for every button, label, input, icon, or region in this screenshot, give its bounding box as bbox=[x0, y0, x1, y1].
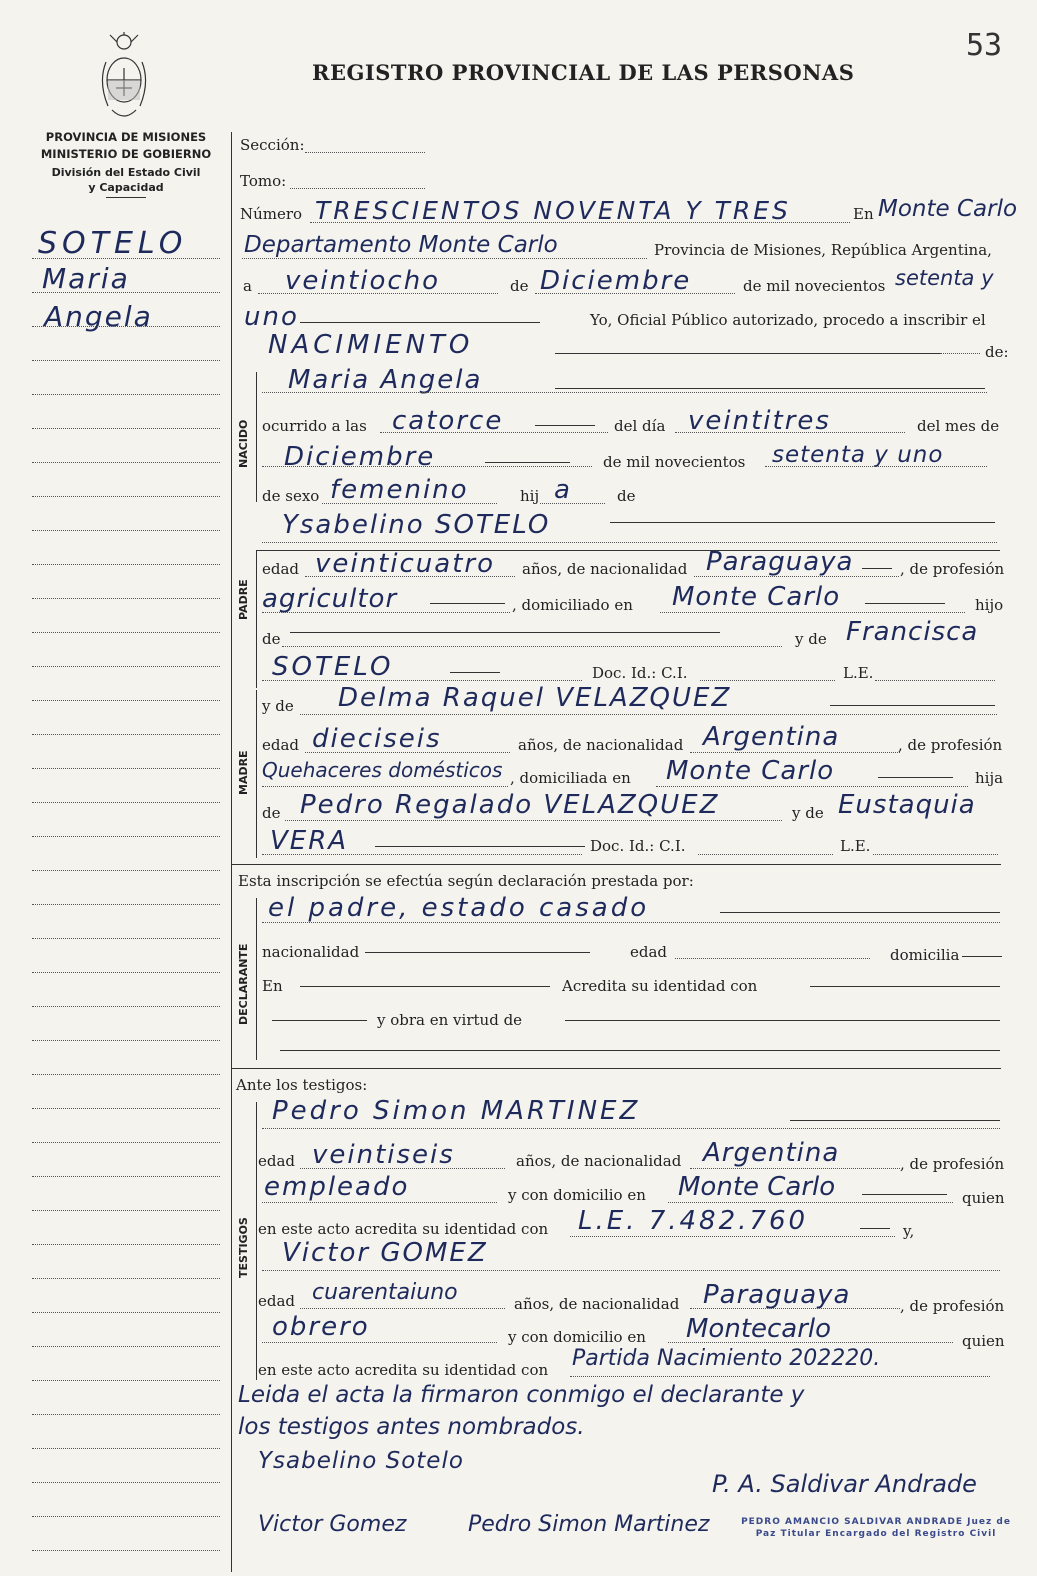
label-padre-le: L.E. bbox=[843, 664, 874, 682]
label-acredita: Acredita su identidad con bbox=[562, 977, 758, 995]
margin-ruled-line bbox=[32, 496, 220, 497]
margin-ruled-line bbox=[32, 530, 220, 531]
entry-cierre-2: los testigos antes nombrados. bbox=[238, 1414, 585, 1440]
label-de-hij: de bbox=[617, 487, 636, 505]
label-en: En bbox=[853, 205, 874, 223]
margin-ruled-line bbox=[32, 1006, 220, 1007]
margin-first-name: Maria bbox=[42, 262, 130, 295]
margin-ruled-line bbox=[32, 1176, 220, 1177]
argentine-coat-of-arms-icon bbox=[98, 32, 150, 128]
entry-testigo2-edad: cuarentaiuno bbox=[312, 1280, 458, 1305]
label-testigo1-edad: edad bbox=[258, 1152, 296, 1170]
label-madre-y-de: y de bbox=[262, 697, 294, 715]
margin-ruled-line bbox=[32, 360, 220, 361]
margin-ruled-line bbox=[32, 292, 220, 293]
margin-second-name: Angela bbox=[44, 300, 153, 333]
label-padre-edad: edad bbox=[262, 560, 300, 578]
label-yo-oficial: Yo, Oficial Público autorizado, procedo a inscribir el bbox=[590, 311, 986, 329]
label-de-mil: de mil novecientos bbox=[743, 277, 886, 295]
margin-ruled-line bbox=[32, 1142, 220, 1143]
margin-ruled-line bbox=[32, 1210, 220, 1211]
label-esta-inscripcion: Esta inscripción se efectúa según declaración prestada por: bbox=[238, 872, 694, 890]
entry-declarante: el padre, estado casado bbox=[268, 893, 650, 923]
label-madre-y-de-2: y de bbox=[792, 804, 824, 822]
section-madre: MADRE bbox=[237, 750, 250, 795]
margin-ruled-line bbox=[32, 768, 220, 769]
margin-surname: SOTELO bbox=[38, 226, 188, 261]
entry-abuela-materna-2: VERA bbox=[270, 826, 349, 856]
section-nacido: NACIDO bbox=[237, 419, 250, 468]
org-ministry: MINISTERIO DE GOBIERNO bbox=[40, 147, 212, 161]
entry-testigo1-prof: empleado bbox=[264, 1172, 410, 1202]
org-province: PROVINCIA DE MISIONES bbox=[45, 130, 207, 144]
label-y-comma: y, bbox=[903, 1222, 915, 1240]
label-hijo: hijo bbox=[975, 596, 1004, 614]
label-madre-prof: , de profesión bbox=[898, 736, 1003, 754]
section-declarante: DECLARANTE bbox=[237, 943, 250, 1025]
margin-ruled-line bbox=[32, 1414, 220, 1415]
margin-ruled-line bbox=[32, 428, 220, 429]
label-testigo1-quien: quien bbox=[962, 1189, 1005, 1207]
label-testigo1-acredita: en este acto acredita su identidad con bbox=[258, 1220, 549, 1238]
label-declarante-nac: nacionalidad bbox=[262, 943, 360, 961]
entry-dia-nac: veintitres bbox=[688, 406, 831, 436]
margin-ruled-line bbox=[32, 1312, 220, 1313]
label-madre-le: L.E. bbox=[840, 837, 871, 855]
margin-ruled-line bbox=[32, 972, 220, 973]
margin-ruled-line bbox=[32, 394, 220, 395]
entry-padre-nac: Paraguaya bbox=[706, 547, 854, 577]
entry-testigo1-dom: Monte Carlo bbox=[678, 1172, 836, 1202]
label-testigo2-quien: quien bbox=[962, 1332, 1005, 1350]
entry-madre-edad: dieciseis bbox=[312, 724, 442, 754]
label-obra: y obra en virtud de bbox=[377, 1011, 523, 1029]
label-testigo2-nac: años, de nacionalidad bbox=[514, 1295, 680, 1313]
margin-ruled-line bbox=[32, 564, 220, 565]
margin-ruled-line bbox=[32, 938, 220, 939]
entry-testigo1-edad: veintiseis bbox=[312, 1140, 455, 1170]
label-padre-dom: , domiciliado en bbox=[512, 596, 633, 614]
margin-ruled-line bbox=[32, 258, 220, 259]
signature-ysabelino: Ysabelino Sotelo bbox=[258, 1448, 464, 1474]
entry-dia: veintiocho bbox=[285, 266, 441, 296]
label-provincia: Provincia de Misiones, República Argentina, bbox=[654, 241, 992, 259]
entry-testigo2-nac: Paraguaya bbox=[703, 1280, 851, 1310]
label-a: a bbox=[243, 277, 252, 295]
entry-acto: NACIMIENTO bbox=[268, 330, 474, 360]
label-del-mes: del mes de bbox=[917, 417, 1000, 435]
entry-abuela-materna-1: Eustaquia bbox=[838, 790, 976, 820]
page-number: 53 bbox=[966, 28, 1003, 63]
entry-anio-nac: setenta y uno bbox=[772, 442, 944, 468]
entry-testigo2-dom: Montecarlo bbox=[686, 1314, 832, 1344]
label-madre-nac: años, de nacionalidad bbox=[518, 736, 684, 754]
margin-ruled-line bbox=[32, 1074, 220, 1075]
entry-testigo2-prof: obrero bbox=[272, 1312, 370, 1342]
section-testigos: TESTIGOS bbox=[237, 1217, 250, 1278]
label-testigo2-edad: edad bbox=[258, 1292, 296, 1310]
section-padre: PADRE bbox=[237, 579, 250, 620]
entry-testigo2-nombre: Victor GOMEZ bbox=[282, 1238, 488, 1268]
entry-padre-edad: veinticuatro bbox=[315, 549, 495, 579]
entry-madre-nac: Argentina bbox=[703, 722, 840, 752]
label-hij: hij bbox=[520, 487, 540, 505]
page-title: REGISTRO PROVINCIAL DE LAS PERSONAS bbox=[312, 60, 855, 85]
label-madre-dom: , domiciliada en bbox=[510, 769, 631, 787]
margin-ruled-line bbox=[32, 1380, 220, 1381]
label-testigo1-prof: , de profesión bbox=[900, 1155, 1005, 1173]
label-de-mil-2: de mil novecientos bbox=[603, 453, 746, 471]
margin-ruled-line bbox=[32, 1244, 220, 1245]
entry-nombre: Maria Angela bbox=[288, 365, 483, 395]
entry-cierre-1: Leida el acta la firmaron conmigo el declarante y bbox=[238, 1382, 805, 1408]
margin-ruled-line bbox=[32, 802, 220, 803]
entry-hora: catorce bbox=[392, 406, 504, 436]
margin-ruled-line bbox=[32, 598, 220, 599]
entry-madre-prof: Quehaceres domésticos bbox=[262, 758, 503, 782]
label-padre-de: de bbox=[262, 630, 281, 648]
margin-ruled-line bbox=[32, 836, 220, 837]
label-madre-de: de bbox=[262, 804, 281, 822]
label-ante-testigos: Ante los testigos: bbox=[236, 1076, 368, 1094]
entry-testigo1-doc: L.E. 7.482.760 bbox=[578, 1206, 809, 1236]
entry-hij-sufijo: a bbox=[554, 475, 572, 505]
label-padre-prof: , de profesión bbox=[900, 560, 1005, 578]
entry-numero: TRESCIENTOS NOVENTA Y TRES bbox=[315, 196, 791, 225]
entry-abuela-paterna-1: Francisca bbox=[846, 617, 979, 647]
margin-ruled-line bbox=[32, 1516, 220, 1517]
label-del-dia: del día bbox=[614, 417, 666, 435]
margin-ruled-line bbox=[32, 1040, 220, 1041]
entry-abuelo-materno: Pedro Regalado VELAZQUEZ bbox=[300, 790, 720, 820]
margin-ruled-line bbox=[32, 462, 220, 463]
entry-testigo1-nac: Argentina bbox=[703, 1138, 840, 1168]
margin-ruled-line bbox=[32, 666, 220, 667]
margin-ruled-line bbox=[32, 1278, 220, 1279]
margin-ruled-line bbox=[32, 904, 220, 905]
margin-ruled-line bbox=[32, 326, 220, 327]
label-seccion: Sección: bbox=[240, 136, 305, 154]
label-tomo: Tomo: bbox=[240, 172, 287, 190]
label-testigo1-nac: años, de nacionalidad bbox=[516, 1152, 682, 1170]
signature-oficial: P. A. Saldivar Andrade bbox=[712, 1470, 977, 1498]
margin-ruled-line bbox=[32, 1108, 220, 1109]
margin-ruled-line bbox=[32, 1550, 220, 1551]
org-division: División del Estado Civil bbox=[51, 166, 201, 179]
entry-padre-nombre: Ysabelino SOTELO bbox=[282, 510, 551, 540]
entry-sexo: femenino bbox=[330, 475, 469, 505]
entry-madre-nombre: Delma Raquel VELAZQUEZ bbox=[338, 683, 732, 713]
margin-ruled-line bbox=[32, 700, 220, 701]
entry-madre-dom: Monte Carlo bbox=[666, 756, 835, 786]
label-de-colon: de: bbox=[985, 343, 1009, 361]
label-ocurrido: ocurrido a las bbox=[262, 417, 367, 435]
official-stamp: PEDRO AMANCIO SALDIVAR ANDRADE Juez de Paz Titular Encargado del Registro Civil bbox=[741, 1517, 1011, 1539]
entry-testigo1-nombre: Pedro Simon MARTINEZ bbox=[272, 1096, 641, 1126]
entry-anio-1: setenta y bbox=[895, 266, 994, 290]
entry-mes-nac: Diciembre bbox=[284, 442, 436, 472]
entry-abuela-paterna-2: SOTELO bbox=[272, 652, 394, 682]
entry-lugar: Monte Carlo bbox=[878, 196, 1018, 222]
entry-departamento: Departamento Monte Carlo bbox=[244, 232, 558, 258]
entry-anio-2: uno bbox=[244, 302, 299, 332]
label-madre-doc: Doc. Id.: C.I. bbox=[590, 837, 686, 855]
margin-ruled-line bbox=[32, 632, 220, 633]
entry-mes: Diciembre bbox=[540, 266, 692, 296]
entry-padre-dom: Monte Carlo bbox=[672, 582, 841, 612]
label-domicilia: domicilia bbox=[890, 946, 960, 964]
label-de-sexo: de sexo bbox=[262, 487, 320, 505]
margin-ruled-line bbox=[32, 734, 220, 735]
label-padre-doc: Doc. Id.: C.I. bbox=[592, 664, 688, 682]
margin-ruled-line bbox=[32, 870, 220, 871]
label-testigo2-dom: y con domicilio en bbox=[508, 1328, 646, 1346]
margin-ruled-line bbox=[32, 1482, 220, 1483]
entry-testigo2-doc: Partida Nacimiento 202220. bbox=[572, 1346, 881, 1371]
label-madre-edad: edad bbox=[262, 736, 300, 754]
label-padre-y-de: y de bbox=[795, 630, 827, 648]
margin-ruled-line bbox=[32, 1448, 220, 1449]
label-testigo2-prof: , de profesión bbox=[900, 1297, 1005, 1315]
signature-victor-gomez: Victor Gomez bbox=[258, 1512, 407, 1537]
label-declarante-edad: edad bbox=[630, 943, 668, 961]
margin-ruled-line bbox=[32, 1346, 220, 1347]
signature-pedro-martinez: Pedro Simon Martinez bbox=[468, 1512, 710, 1537]
org-capacidad: y Capacidad bbox=[88, 181, 164, 194]
label-padre-nac: años, de nacionalidad bbox=[522, 560, 688, 578]
label-testigo1-dom: y con domicilio en bbox=[508, 1186, 646, 1204]
label-testigo2-acredita: en este acto acredita su identidad con bbox=[258, 1361, 549, 1379]
entry-padre-prof: agricultor bbox=[262, 584, 398, 614]
label-hija: hija bbox=[975, 769, 1004, 787]
label-numero: Número bbox=[240, 205, 303, 223]
label-de: de bbox=[510, 277, 529, 295]
